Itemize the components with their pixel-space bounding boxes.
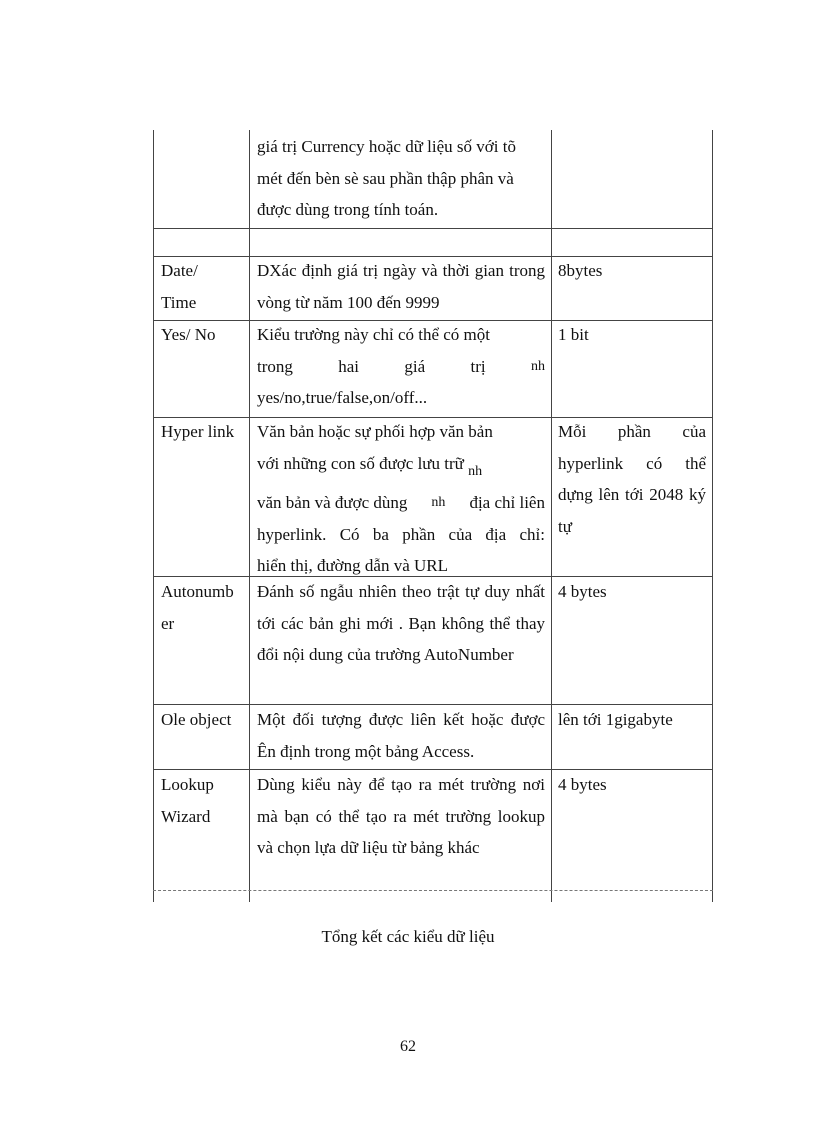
- text-segment: văn bản và được dùng: [257, 493, 408, 512]
- row-lookup-wizard-size: 4 bytes: [558, 775, 607, 794]
- text-line: Kiểu trường này chỉ có thể có một: [257, 325, 491, 344]
- text-segment: với những con số được lưu trữ: [257, 453, 464, 473]
- table-caption: Tổng kết các kiểu dữ liệu: [321, 927, 495, 946]
- row-autonumber-description: Đánh số ngẫu nhiên theo trật tự duy nhất tới các bản ghi mới . Bạn không thể thay đổi nội dung của trường AutoNumber: [257, 582, 545, 664]
- row-border: [153, 228, 713, 229]
- text-line: yes/no,true/false,on/off...: [257, 388, 428, 407]
- row-ole-object-type: Ole object: [161, 710, 232, 729]
- subscript-text: nh: [531, 358, 545, 374]
- row-date-time-type: [161, 255, 249, 318]
- row-date-time-size: 8bytes: [558, 261, 603, 280]
- word: hai: [338, 356, 360, 376]
- row-ole-object-description: Một đối tượng được liên kết hoặc được Ên định trong một bảng Access.: [257, 710, 545, 761]
- text-segment: địa chỉ liên: [469, 493, 545, 512]
- text-line: Date/: [161, 261, 198, 280]
- row-autonumber-size: 4 bytes: [558, 582, 607, 601]
- text-line: [257, 351, 545, 383]
- row-yes-no-type: Yes/ No: [161, 325, 216, 344]
- row-hyperlink-type: Hyper link: [161, 422, 235, 441]
- row-ole-object-size: lên tới 1gigabyte: [558, 710, 673, 729]
- text-line: [257, 487, 545, 519]
- row-autonumber-type: [161, 576, 249, 639]
- continuation-description: [257, 131, 545, 226]
- row-lookup-wizard-type: [161, 769, 249, 832]
- table-border-left: [153, 130, 154, 902]
- word: trong: [257, 356, 293, 376]
- text-line: mét đến bèn sè sau phần thập phân và: [257, 168, 514, 188]
- word: giá: [404, 356, 426, 376]
- row-yes-no-size: 1 bit: [558, 325, 589, 344]
- text-line: Time: [161, 292, 197, 312]
- subscript-text: nh: [468, 463, 483, 479]
- column-divider-2: [551, 130, 552, 902]
- table-border-right: [712, 130, 713, 902]
- text-line: er: [161, 613, 175, 633]
- text-line: Autonumb: [161, 582, 234, 601]
- column-divider-1: [249, 130, 250, 902]
- row-hyperlink-description: [257, 416, 545, 582]
- row-yes-no-description: [257, 319, 545, 414]
- text-line: Lookup: [161, 775, 214, 794]
- row-lookup-wizard-description: Dùng kiểu này để tạo ra mét trường nơi mà bạn có thể tạo ra mét trường lookup và chọn lựa dữ liệu từ bảng khác: [257, 775, 545, 857]
- text-line: được dùng trong tính toán.: [257, 200, 439, 219]
- text-line: [257, 448, 545, 488]
- text-line: hiển thị, đường dẫn và URL: [257, 556, 449, 575]
- row-hyperlink-size: Mỗi phần của hyperlink có thể dựng lên tới 2048 ký tự: [558, 422, 706, 536]
- row-date-time-description: DXác định giá trị ngày và thời gian trong vòng từ năm 100 đến 9999: [257, 261, 545, 312]
- text-line: Văn bản hoặc sự phối hợp văn bản: [257, 422, 493, 441]
- subscript-text: nh: [431, 495, 446, 510]
- text-line: hyperlink. Có ba phần của địa chỉ:: [257, 524, 545, 544]
- table-bottom-border: [153, 890, 713, 891]
- word: trị: [470, 356, 486, 376]
- text-line: giá trị Currency hoặc dữ liệu số với tõ: [257, 137, 516, 156]
- data-types-table: [153, 130, 713, 902]
- page-number: 62: [400, 1038, 416, 1055]
- text-line: Wizard: [161, 806, 211, 826]
